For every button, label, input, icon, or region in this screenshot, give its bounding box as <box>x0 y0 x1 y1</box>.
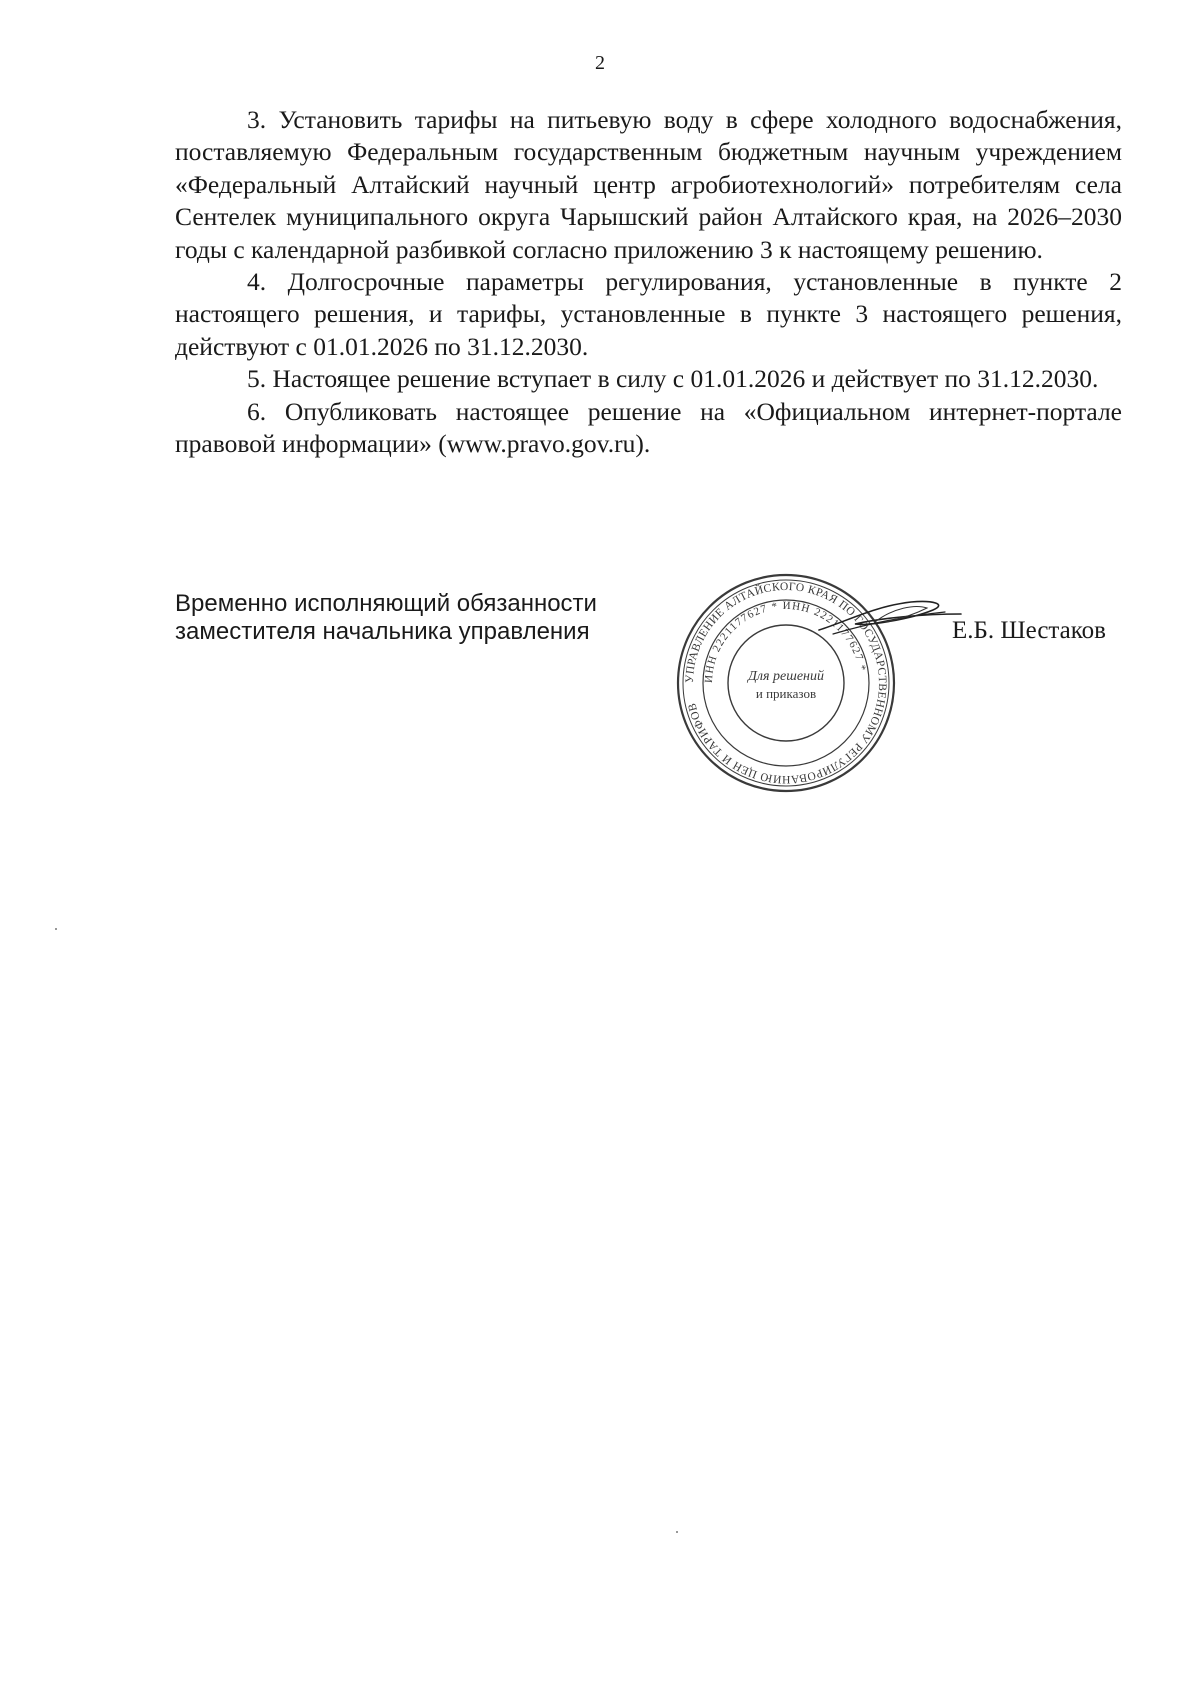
paragraph-item-5: 5. Настоящее решение вступает в силу с 01.01.2026 и действует по 31.12.2030. <box>247 364 1099 394</box>
signatory-name: Е.Б. Шестаков <box>952 617 1106 644</box>
page-number: 2 <box>595 52 605 74</box>
handwritten-signature <box>815 592 965 642</box>
paragraph-item-3: 3. Установить тарифы на питьевую воду в сфере холодного водоснабжения, поставляемую Федеральным государственным бюджетным научным учреждением «Федеральный Алтайский научный центр агробиотехнологий» потребителям села Сентелек муниципального округа Чарышский район Алтайского края, на 2026–2030 годы с календарной разбивкой согласно приложению 3 к настоящему решению. <box>175 105 1122 264</box>
stamp-inner-ring-text: ИНН 2221177627 * ИНН 2221177627 * <box>702 599 869 684</box>
signatory-position-line-1: Временно исполняющий обязанности <box>175 590 597 617</box>
stamp-outer-ring-text: УПРАВЛЕНИЕ АЛТАЙСКОГО КРАЯ ПО ГОСУДАРСТВЕННОМУ РЕГУЛИРОВАНИЮ ЦЕН И ТАРИФОВ <box>683 580 889 786</box>
stamp-center-line-2: и приказов <box>755 686 817 701</box>
signatory-position-line-2: заместителя начальника управления <box>175 618 590 645</box>
scan-speck <box>676 1531 678 1533</box>
scan-speck <box>55 928 57 930</box>
stamp-center-line-1: Для решений <box>748 669 824 684</box>
decision-body <box>175 104 1122 460</box>
signatory-position <box>175 590 597 646</box>
paragraph-item-4: 4. Долгосрочные параметры регулирования, установленные в пункте 2 настоящего решения, и тарифы, установленные в пункте 3 настоящего решения, действуют с 01.01.2026 по 31.12.2030. <box>175 267 1122 361</box>
paragraph-item-6: 6. Опубликовать настоящее решение на «Официальном интернет-портале правовой информации» (www.pravo.gov.ru). <box>175 396 1122 459</box>
